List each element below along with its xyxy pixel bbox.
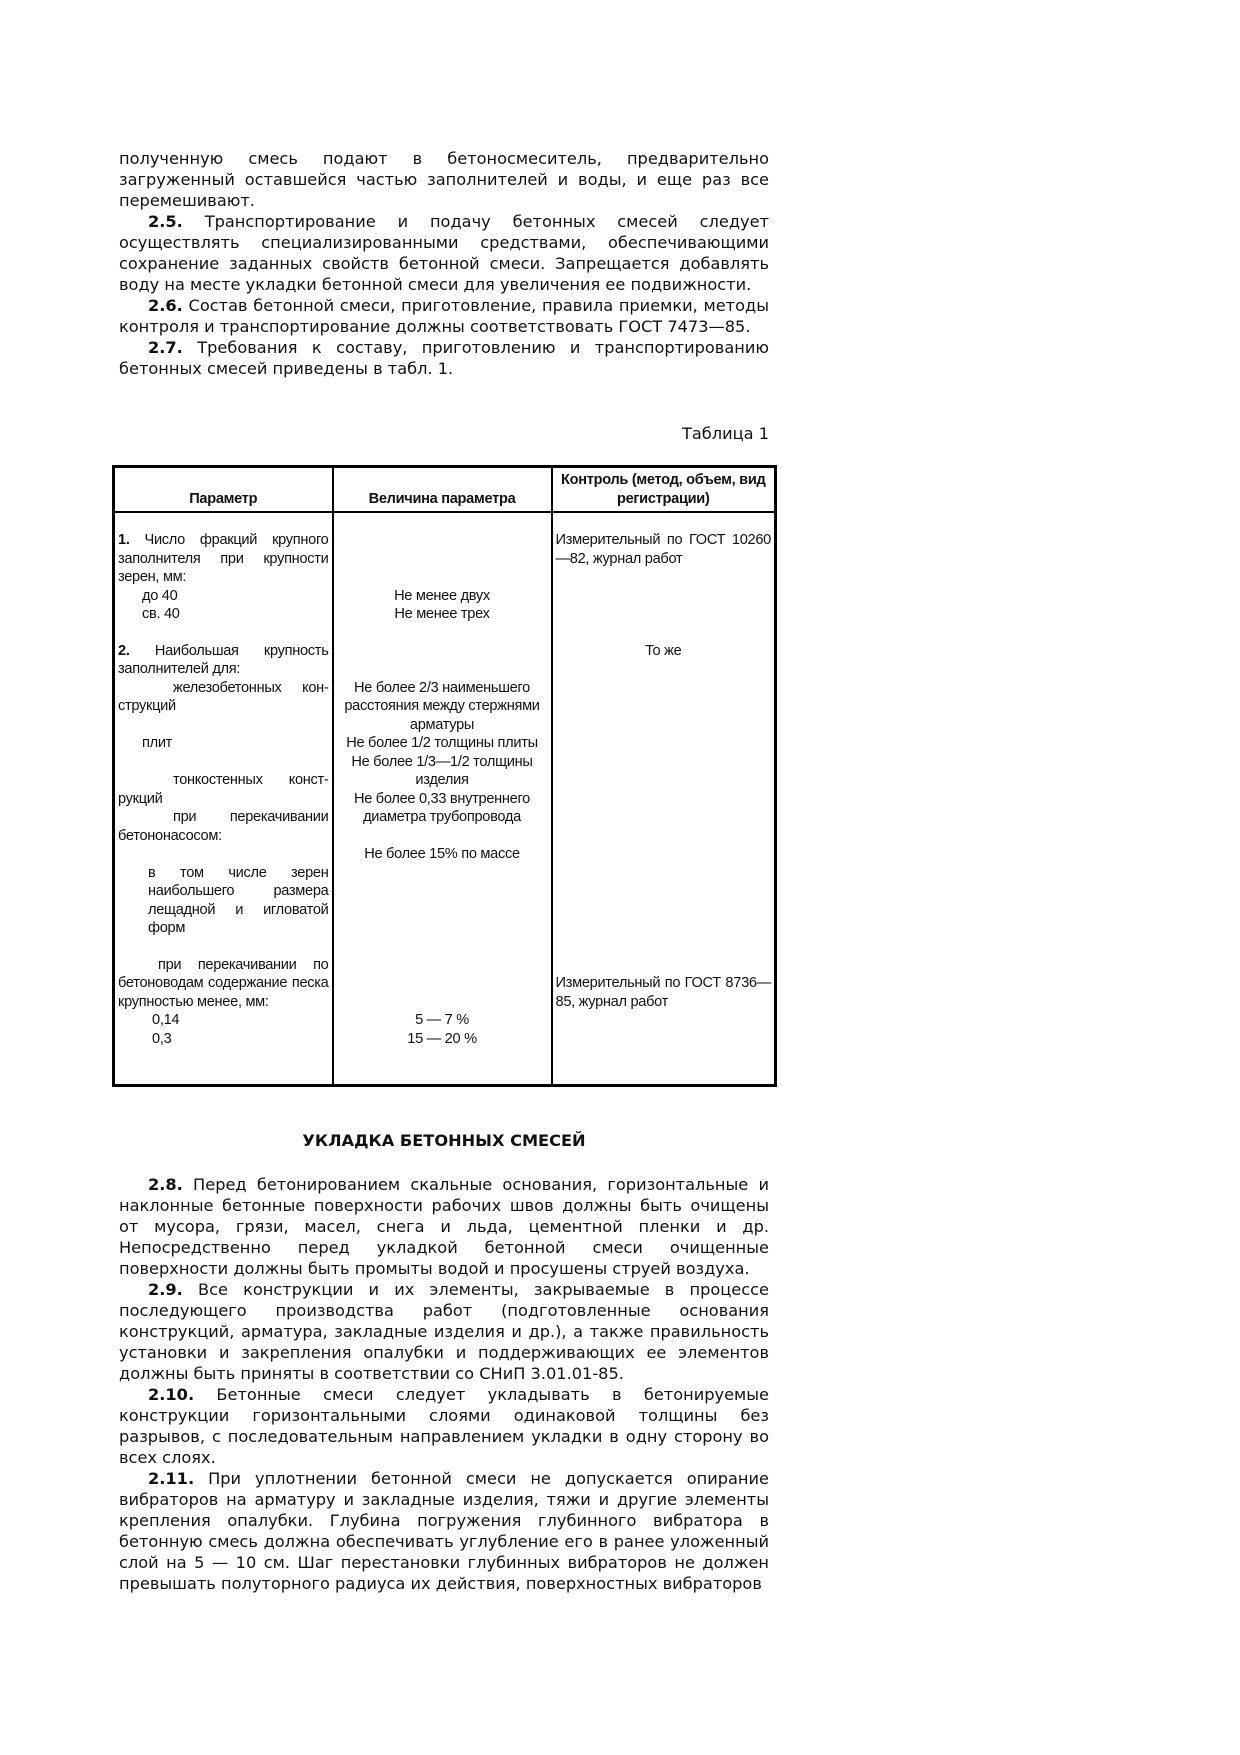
- paragraph-text: Перед бетонированием скальные основания, горизонтальные и наклонные бетонные поверхности рабочих швов должны быть очищены от мусора, грязи, масел, снега и льда, цементной пленки и др. Непосредственно перед укладкой бетонной смеси очищенные поверхности должны быть промыты водой и просушены струей воздуха.: [119, 1175, 769, 1278]
- row3-sub2: 0,3: [152, 1030, 172, 1047]
- paragraph-text: При уплотнении бетонной смеси не допускается опирание вибраторов на арматуру и закладные изделия, тяжи и другие элементы крепления опалубки. Глубина погружения глубинного вибратора в бетонную смесь должна обеспечивать углубление его в ранее уложенный слой на 5 — 10 см. Шаг перестановки глубинных вибраторов не должен превышать полуторного радиуса их действия, поверхностных вибраторов: [119, 1469, 769, 1593]
- table-caption: Таблица 1: [681, 424, 769, 443]
- clause-number: 2.10.: [148, 1385, 195, 1404]
- row2-e: в том числе зерен наибольшего размера лещадной и игловатой форм: [148, 864, 329, 936]
- paragraph-text: Бетонные смеси следует укладывать в бетонируемые конструкции горизонтальными слоями одинаковой толщины без разрывов, с последовательным направлением укладки в одну сторону во всех слоях.: [119, 1385, 769, 1467]
- row1-val2: Не менее трех: [394, 606, 490, 622]
- row3-control: Измерительный по ГОСТ 8736—85, журнал работ: [555, 975, 771, 1010]
- row2-d: при перекачивании бетононасосом:: [118, 809, 329, 844]
- paragraph-2-5: [119, 211, 769, 295]
- paragraph-2-10: [119, 1384, 769, 1468]
- table-header-row: [114, 467, 776, 513]
- row1-control: Измерительный по ГОСТ 10260—82, журнал работ: [555, 532, 771, 567]
- paragraph-continuation: полученную смесь подают в бетоносмеситель, предварительно загруженный оставшейся частью заполнителей и воды, и еще раз все перемешивают.: [119, 149, 769, 210]
- row2-a-val: Не более 2/3 наименьшего расстояния между стержнями арматуры: [344, 679, 540, 733]
- row1-param: [118, 531, 329, 587]
- row3-val2: 15 — 20 %: [407, 1030, 477, 1047]
- row2-c: тонкостенных конст-рукций: [118, 772, 329, 807]
- row3-param: при перекачивании по бетоноводам содержание песка крупностью менее, мм:: [118, 956, 329, 1010]
- row-number: 2.: [118, 642, 130, 659]
- row2-a: железобетонных кон-струкций: [118, 679, 329, 714]
- clause-number: 2.7.: [148, 338, 183, 357]
- table-row: [114, 512, 776, 1086]
- row2-e-val: Не более 15% по массе: [364, 846, 520, 862]
- row1-sub1: до 40: [142, 587, 178, 604]
- paragraph-2-6: [119, 295, 769, 337]
- header-value: Величина параметра: [333, 467, 552, 513]
- row1-val1: Не менее двух: [394, 587, 490, 604]
- row2-b: плит: [142, 735, 173, 751]
- control-cell: [552, 512, 776, 1086]
- clause-number: 2.9.: [148, 1280, 183, 1299]
- clause-number: 2.8.: [148, 1175, 183, 1194]
- paragraph-text: Требования к составу, приготовлению и транспортированию бетонных смесей приведены в табл. 1.: [119, 338, 769, 378]
- row1-param-text: Число фракций крупного заполнителя при крупности зерен, мм:: [118, 532, 329, 585]
- row2-param: [118, 642, 329, 679]
- row2-d-val: Не более 0,33 внутреннего диаметра трубопровода: [353, 790, 530, 825]
- row2-b-val: Не более 1/2 толщины плиты: [346, 735, 538, 751]
- clause-number: 2.11.: [148, 1469, 195, 1488]
- header-control: Контроль (метод, объем, вид регистрации): [552, 467, 776, 513]
- clause-number: 2.5.: [148, 212, 183, 231]
- paragraph-text: Все конструкции и их элементы, закрываемые в процессе последующего производства работ (подготовленные основания конструкций, арматура, закладные изделия и др.), а также правильность установки и закрепления опалубки и поддерживающих ее элементов должны быть приняты в соответствии со СНиП 3.01.01-85.: [119, 1280, 769, 1383]
- row2-c-val: Не более 1/3—1/2 толщины изделия: [351, 753, 533, 788]
- paragraph-text: Состав бетонной смеси, приготовление, правила приемки, методы контроля и транспортирование должны соответствовать ГОСТ 7473—85.: [119, 296, 769, 336]
- row2-control: То же: [645, 642, 682, 659]
- clause-number: 2.6.: [148, 296, 183, 315]
- paragraph-2-7: [119, 337, 769, 379]
- requirements-table: [112, 465, 777, 1087]
- value-cell: [333, 512, 552, 1086]
- row1-sub2: св. 40: [142, 606, 180, 622]
- header-parameter: Параметр: [114, 467, 333, 513]
- section-heading: УКЛАДКА БЕТОННЫХ СМЕСЕЙ: [302, 1131, 586, 1150]
- row2-param-text: Наибольшая крупность заполнителей для:: [118, 642, 329, 677]
- paragraph-2-9: [119, 1279, 769, 1384]
- row3-sub1: 0,14: [152, 1012, 180, 1028]
- param-cell: [114, 512, 333, 1086]
- paragraph-text: Транспортирование и подачу бетонных смесей следует осуществлять специализированными средствами, обеспечивающими сохранение заданных свойств бетонной смеси. Запрещается добавлять воду на месте укладки бетонной смеси для увеличения ее подвижности.: [119, 212, 769, 294]
- row3-val1: 5 — 7 %: [415, 1012, 469, 1028]
- row-number: 1.: [118, 532, 130, 548]
- bottom-text-block: [119, 1174, 769, 1594]
- top-text-block: [119, 148, 769, 379]
- paragraph-2-8: [119, 1174, 769, 1279]
- paragraph-2-11: [119, 1468, 769, 1594]
